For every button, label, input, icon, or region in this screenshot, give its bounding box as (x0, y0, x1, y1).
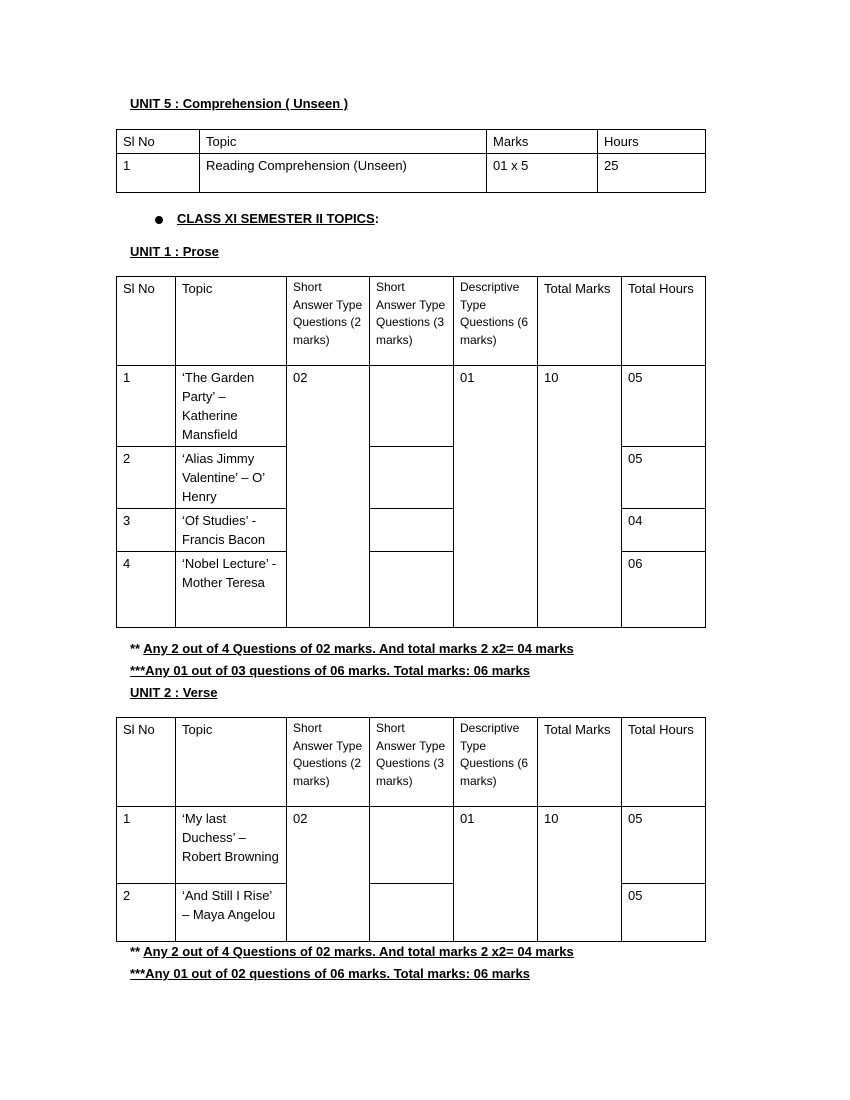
unit1-note-1: ** Any 2 out of 4 Questions of 02 marks. And total marks 2 x2= 04 marks (130, 641, 574, 656)
cell-short-3-marks (370, 509, 454, 552)
cell-total-hours: 05 (622, 447, 706, 509)
header-topic: Topic (176, 718, 287, 807)
table-header-row (117, 277, 706, 366)
cell-topic: Reading Comprehension (Unseen) (200, 154, 487, 193)
cell-short-3-marks (370, 807, 454, 884)
cell-topic: ‘Alias Jimmy Valentine’ – O’ Henry (176, 447, 287, 509)
cell-sl-no: 1 (117, 807, 176, 884)
header-short-2-marks: Short Answer Type Questions (2 marks) (287, 718, 370, 807)
cell-short-3-marks (370, 366, 454, 447)
bullet-icon (155, 216, 163, 224)
header-sl-no: Sl No (117, 718, 176, 807)
table-row (117, 366, 706, 447)
header-topic: Topic (176, 277, 287, 366)
cell-sl-no: 3 (117, 509, 176, 552)
cell-topic: ‘My last Duchess’ – Robert Browning (176, 807, 287, 884)
header-total-marks: Total Marks (538, 277, 622, 366)
unit1-note-2: ***Any 01 out of 03 questions of 06 marks. Total marks: 06 marks (130, 663, 531, 678)
unit1-table (116, 276, 706, 628)
header-sl-no: Sl No (117, 130, 200, 154)
unit1-heading: UNIT 1 : Prose (130, 244, 219, 259)
header-total-hours: Total Hours (622, 277, 706, 366)
cell-total-hours: 05 (622, 366, 706, 447)
header-descriptive: Descriptive Type Questions (6 marks) (454, 277, 538, 366)
cell-marks: 01 x 5 (487, 154, 598, 193)
header-descriptive: Descriptive Type Questions (6 marks) (454, 718, 538, 807)
cell-short-3-marks (370, 884, 454, 942)
cell-sl-no: 4 (117, 552, 176, 628)
cell-hours: 25 (598, 154, 706, 193)
header-short-3-marks: Short Answer Type Questions (3 marks) (370, 277, 454, 366)
cell-sl-no: 1 (117, 154, 200, 193)
unit2-heading: UNIT 2 : Verse (130, 685, 218, 700)
cell-total-hours: 05 (622, 807, 706, 884)
unit5-heading: UNIT 5 : Comprehension ( Unseen ) (130, 96, 349, 111)
cell-sl-no: 1 (117, 366, 176, 447)
header-short-2-marks: Short Answer Type Questions (2 marks) (287, 277, 370, 366)
table-header-row (117, 718, 706, 807)
cell-short-3-marks (370, 552, 454, 628)
unit2-note-1: ** Any 2 out of 4 Questions of 02 marks. And total marks 2 x2= 04 marks (130, 944, 574, 959)
cell-topic: ‘Of Studies’ - Francis Bacon (176, 509, 287, 552)
cell-total-marks: 10 (538, 807, 622, 942)
cell-short-3-marks (370, 447, 454, 509)
cell-total-hours: 06 (622, 552, 706, 628)
header-topic: Topic (200, 130, 487, 154)
unit2-table (116, 717, 706, 942)
header-sl-no: Sl No (117, 277, 176, 366)
cell-topic: ‘And Still I Rise’ – Maya Angelou (176, 884, 287, 942)
cell-sl-no: 2 (117, 884, 176, 942)
cell-descriptive: 01 (454, 807, 538, 942)
header-marks: Marks (487, 130, 598, 154)
unit2-note-2: ***Any 01 out of 02 questions of 06 marks. Total marks: 06 marks (130, 966, 531, 981)
cell-topic: ‘Nobel Lecture’ - Mother Teresa (176, 552, 287, 628)
unit5-table (116, 129, 706, 193)
cell-sl-no: 2 (117, 447, 176, 509)
cell-total-marks: 10 (538, 366, 622, 628)
table-row (117, 807, 706, 884)
cell-descriptive: 01 (454, 366, 538, 628)
header-total-hours: Total Hours (622, 718, 706, 807)
cell-short-2-marks: 02 (287, 366, 370, 628)
table-row (117, 154, 706, 193)
table-header-row (117, 130, 706, 154)
header-short-3-marks: Short Answer Type Questions (3 marks) (370, 718, 454, 807)
semester-heading: CLASS XI SEMESTER II TOPICS: (155, 211, 379, 226)
header-total-marks: Total Marks (538, 718, 622, 807)
cell-topic: ‘The Garden Party’ – Katherine Mansfield (176, 366, 287, 447)
cell-short-2-marks: 02 (287, 807, 370, 942)
cell-total-hours: 04 (622, 509, 706, 552)
cell-total-hours: 05 (622, 884, 706, 942)
header-hours: Hours (598, 130, 706, 154)
